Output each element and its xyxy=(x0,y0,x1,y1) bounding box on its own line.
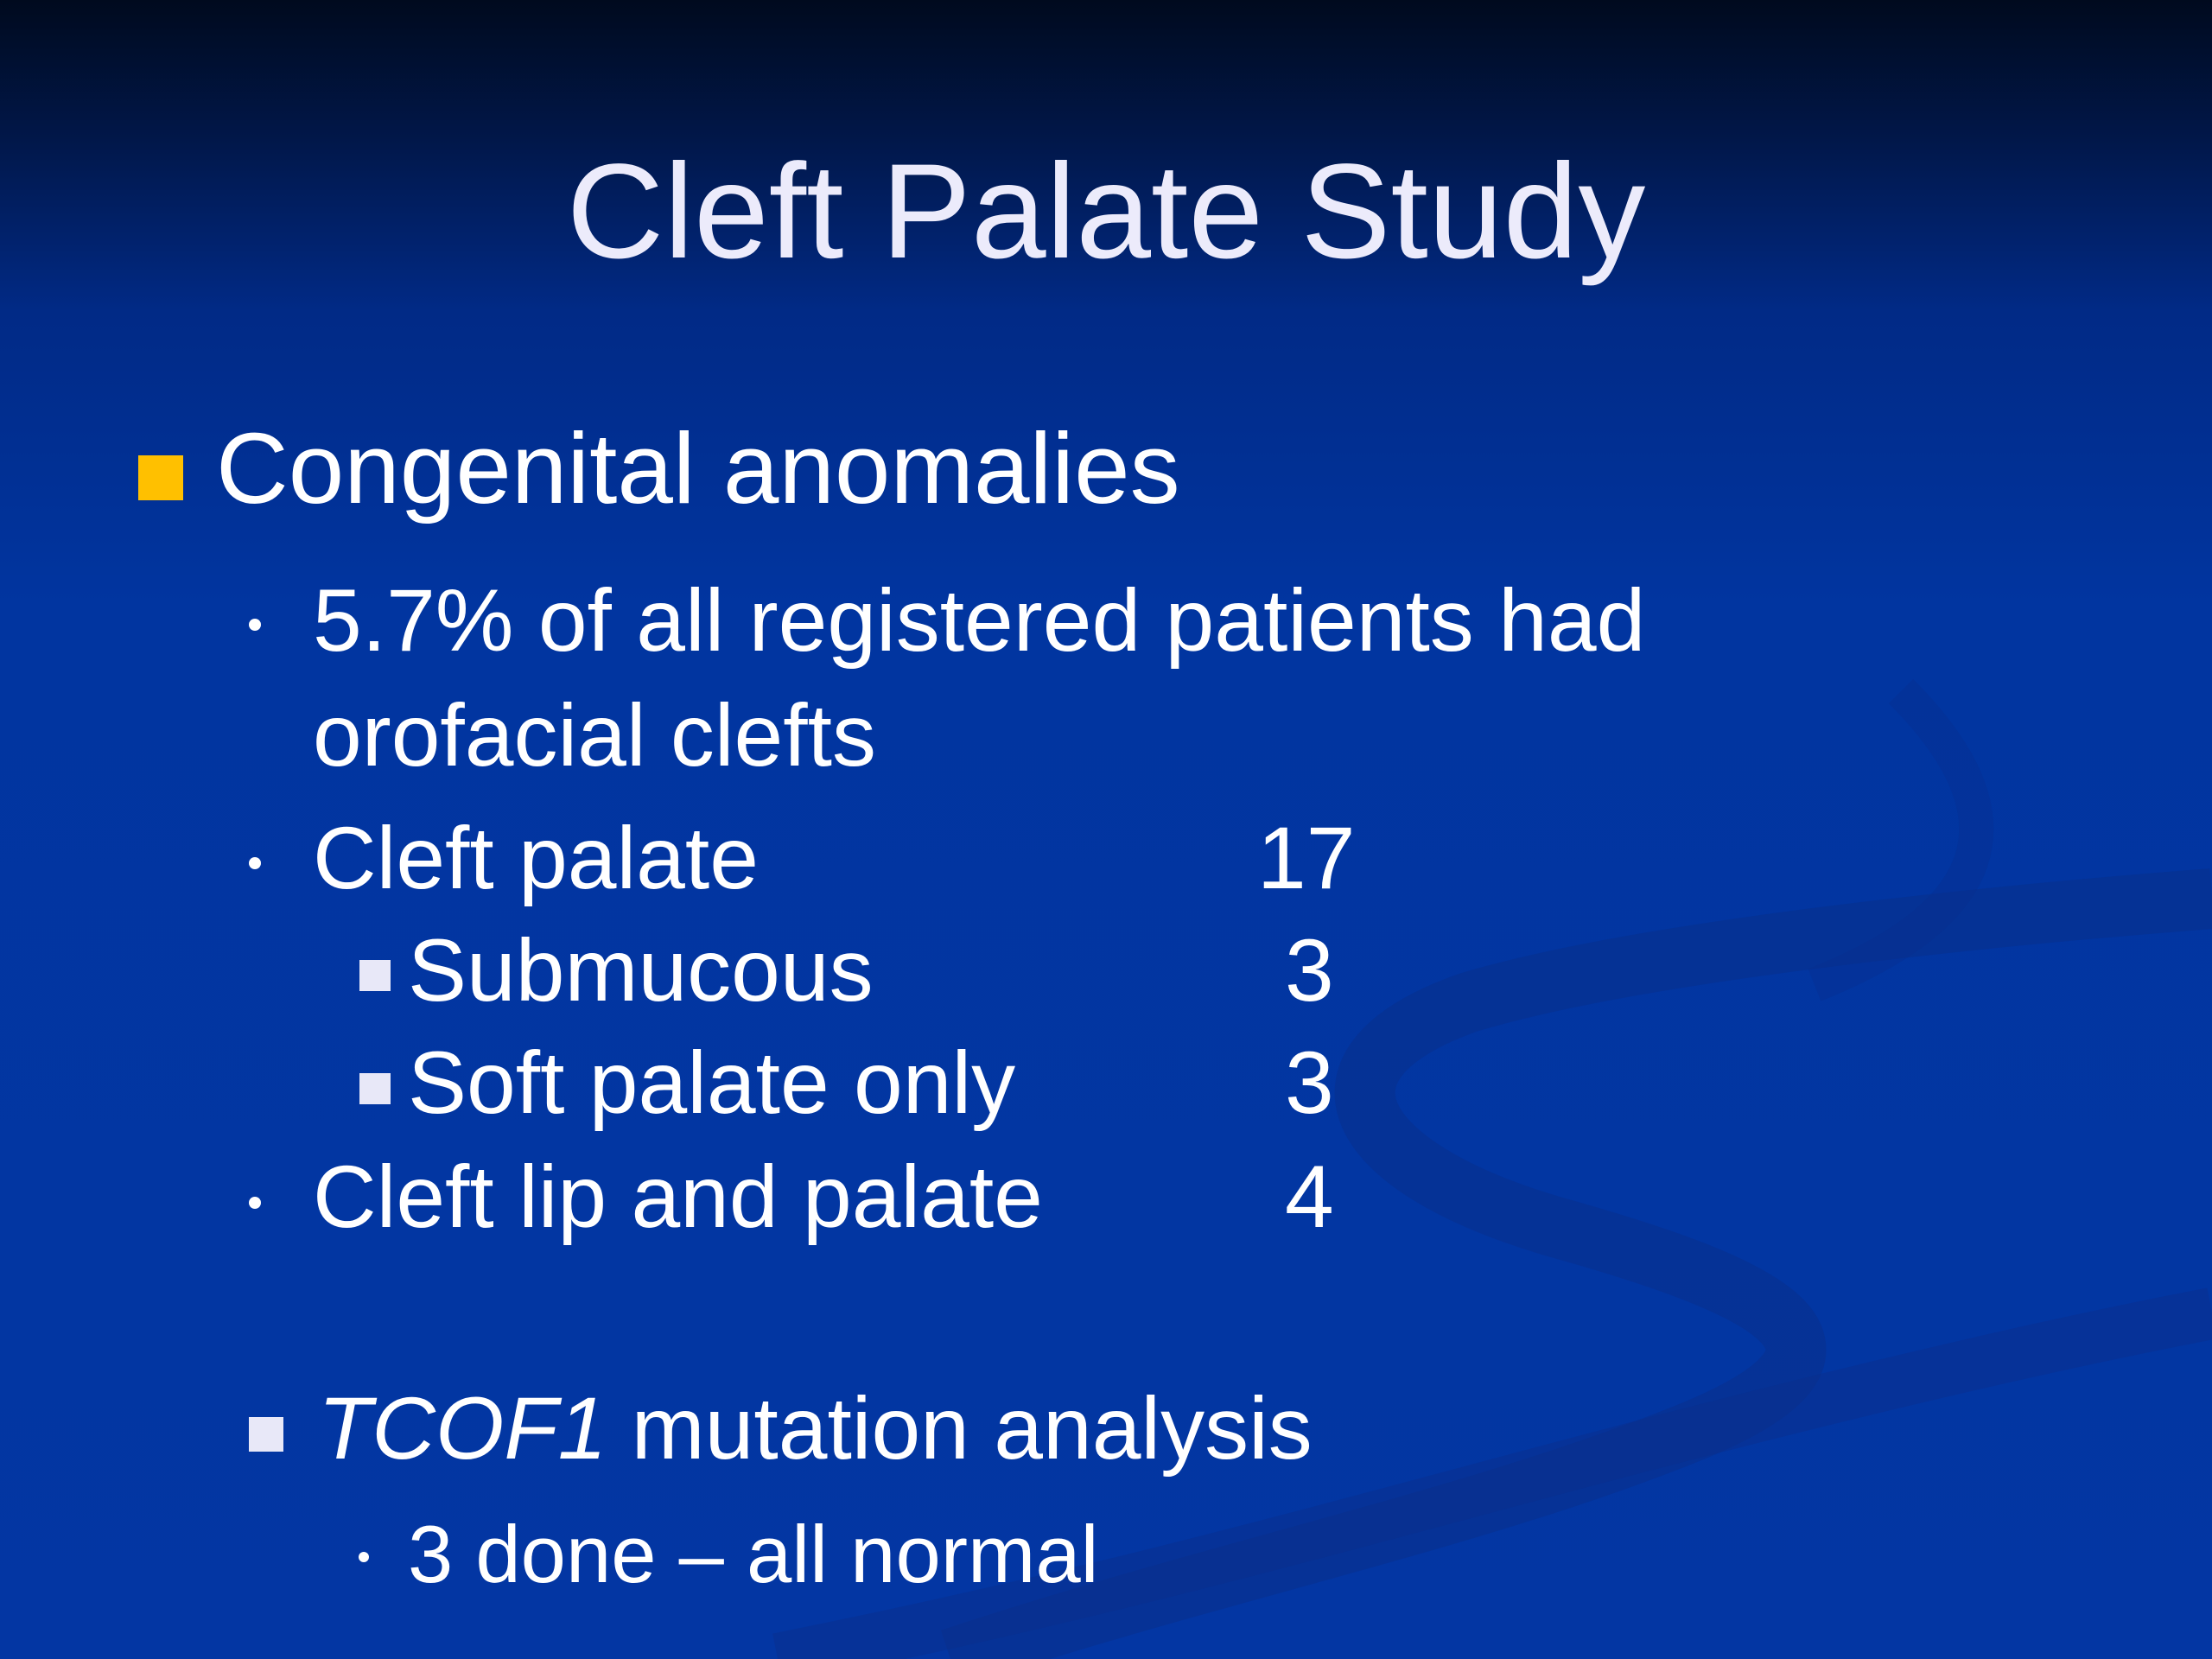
bullet-percent-line2: orofacial clefts xyxy=(313,686,876,785)
white-square-bullet-icon xyxy=(249,1417,283,1452)
dot-bullet-icon xyxy=(359,1552,369,1562)
cleft-palate-count: 17 xyxy=(1257,809,1356,907)
bullet-cleft-palate: Cleft palate xyxy=(313,809,759,907)
soft-palate-count: 3 xyxy=(1285,1033,1334,1132)
white-square-bullet-icon xyxy=(359,960,391,991)
dot-bullet-icon xyxy=(249,1197,261,1209)
tcof1-gene-name: TCOF1 xyxy=(318,1379,607,1478)
yellow-square-bullet-icon xyxy=(138,455,183,500)
bullet-cleft-lip-and-palate: Cleft lip and palate xyxy=(313,1147,1043,1246)
bullet-soft-palate-only: Soft palate only xyxy=(408,1033,1016,1132)
dot-bullet-icon xyxy=(249,857,261,869)
submucous-count: 3 xyxy=(1285,921,1334,1020)
bullet-three-done-all-normal: 3 done – all normal xyxy=(408,1509,1099,1599)
bullet-percent-line1: 5.7% of all registered patients had xyxy=(313,571,1646,670)
bullet-tcof1-mutation-analysis xyxy=(318,1378,1313,1478)
white-square-bullet-icon xyxy=(359,1073,391,1104)
slide-title: Cleft Palate Study xyxy=(566,137,1646,287)
dot-bullet-icon xyxy=(249,619,261,631)
bullet-congenital-anomalies: Congenital anomalies xyxy=(216,412,1180,524)
bullet-submucous: Submucous xyxy=(408,921,874,1020)
tcof1-rest-text: mutation analysis xyxy=(607,1379,1313,1478)
cleft-lip-and-palate-count: 4 xyxy=(1285,1147,1334,1246)
